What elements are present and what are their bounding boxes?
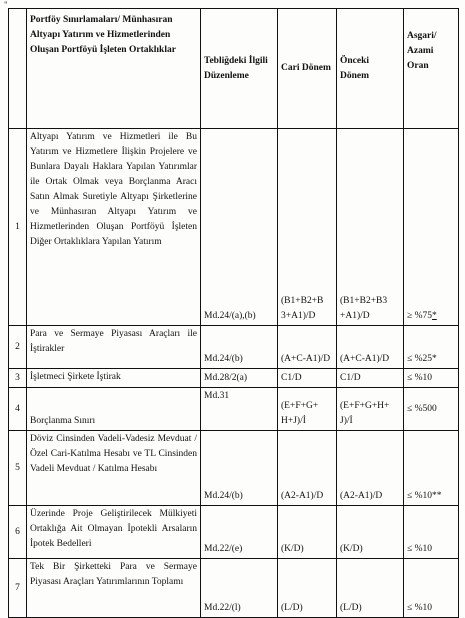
table-row	[9, 388, 459, 431]
row-ratio: ≤ %10	[404, 369, 459, 388]
row-previous: (E+F+G+H+ J)/İ	[337, 388, 404, 431]
portfolio-limits-table	[8, 8, 459, 618]
row-current: (L/D)	[278, 559, 337, 618]
row-previous: (A2-A1)/D	[337, 431, 404, 506]
table-row	[9, 559, 459, 618]
footnote-mark: *	[432, 311, 437, 321]
header-current-period: Cari Dönem	[278, 9, 337, 129]
row-number: 6	[9, 506, 27, 559]
row-description: Para ve Sermaye Piyasası Araçları ile İştirakler	[27, 326, 201, 369]
row-description: Döviz Cinsinden Vadeli-Vadesiz Mevduat / Özel Cari-Katılma Hesabı ve TL Cinsinden Vadeli Mevduat / Katılma Hesabı	[27, 431, 201, 506]
row-regulation: Md.22/(e)	[201, 506, 278, 559]
row-ratio	[404, 129, 459, 326]
row-current: (K/D)	[278, 506, 337, 559]
header-ratio: Asgari/ Azami Oran	[404, 9, 459, 129]
row-number: 4	[9, 388, 27, 431]
header-previous-period: Önceki Dönem	[337, 9, 404, 129]
header-number	[9, 9, 27, 129]
row-number: 3	[9, 369, 27, 388]
ratio-value: ≥ %75	[407, 311, 433, 321]
row-description: Tek Bir Şirketteki Para ve Sermaye Piyasası Araçları Yatırımlarının Toplamı	[27, 559, 201, 618]
row-current: C1/D	[278, 369, 337, 388]
row-number: 5	[9, 431, 27, 506]
header-row	[9, 9, 459, 129]
row-regulation: Md.22/(l)	[201, 559, 278, 618]
header-regulation: Tebliğdeki İlgili Düzenleme	[201, 9, 278, 129]
table-row	[9, 431, 459, 506]
row-description: Üzerinde Proje Geliştirilecek Mülkiyeti Ortaklığa Ait Olmayan İpotekli Arsaların İpotek Bedelleri	[27, 506, 201, 559]
row-description: İşletmeci Şirkete İştirak	[27, 369, 201, 388]
row-number: 7	[9, 559, 27, 618]
row-previous: C1/D	[337, 369, 404, 388]
row-regulation: Md.28/2(a)	[201, 369, 278, 388]
row-ratio: ≤ %25*	[404, 326, 459, 369]
row-number: 1	[9, 129, 27, 326]
row-ratio: ≤ %10	[404, 506, 459, 559]
header-description: Portföy Sınırlamaları/ Münhasıran Altyapı Yatırım ve Hizmetlerinden Oluşan Portföyü İşleten Ortaklıklar	[27, 9, 201, 129]
row-previous: (A+C-A1)/D	[337, 326, 404, 369]
row-current: (B1+B2+B 3+A1)/D	[278, 129, 337, 326]
row-regulation: Md.31	[201, 388, 278, 431]
row-previous: (L/D)	[337, 559, 404, 618]
row-regulation: Md.24/(a),(b)	[201, 129, 278, 326]
table-row	[9, 506, 459, 559]
row-current: (A+C-A1)/D	[278, 326, 337, 369]
row-previous: (B1+B2+B3 +A1)/D	[337, 129, 404, 326]
row-current: (E+F+G+ H+J)/İ	[278, 388, 337, 431]
table-row	[9, 129, 459, 326]
page-mark: "	[4, 0, 8, 10]
row-regulation: Md.24/(b)	[201, 431, 278, 506]
row-ratio: ≤ %10**	[404, 431, 459, 506]
table-row	[9, 326, 459, 369]
row-current: (A2-A1)/D	[278, 431, 337, 506]
row-previous: (K/D)	[337, 506, 404, 559]
row-description: Borçlanma Sınırı	[27, 388, 201, 431]
row-regulation: Md.24/(b)	[201, 326, 278, 369]
row-description: Altyapı Yatırım ve Hizmetleri ile Bu Yatırım ve Hizmetlere İlişkin Projelere ve Bunlara Dayalı Haklara Yapılan Yatırımlar ile Ortak Olmak veya Borçlanma Aracı Satın Almak Suretiyle Altyapı Şirketlerine ve Münhasıran Altyapı Yatırım ve Hizmetlerinden Oluşan Portföyü İşleten Diğer Ortaklıklara Yapılan Yatırım	[27, 129, 201, 326]
row-ratio: ≤ %10	[404, 559, 459, 618]
row-number: 2	[9, 326, 27, 369]
row-ratio: ≤ %500	[404, 388, 459, 431]
table-row	[9, 369, 459, 388]
